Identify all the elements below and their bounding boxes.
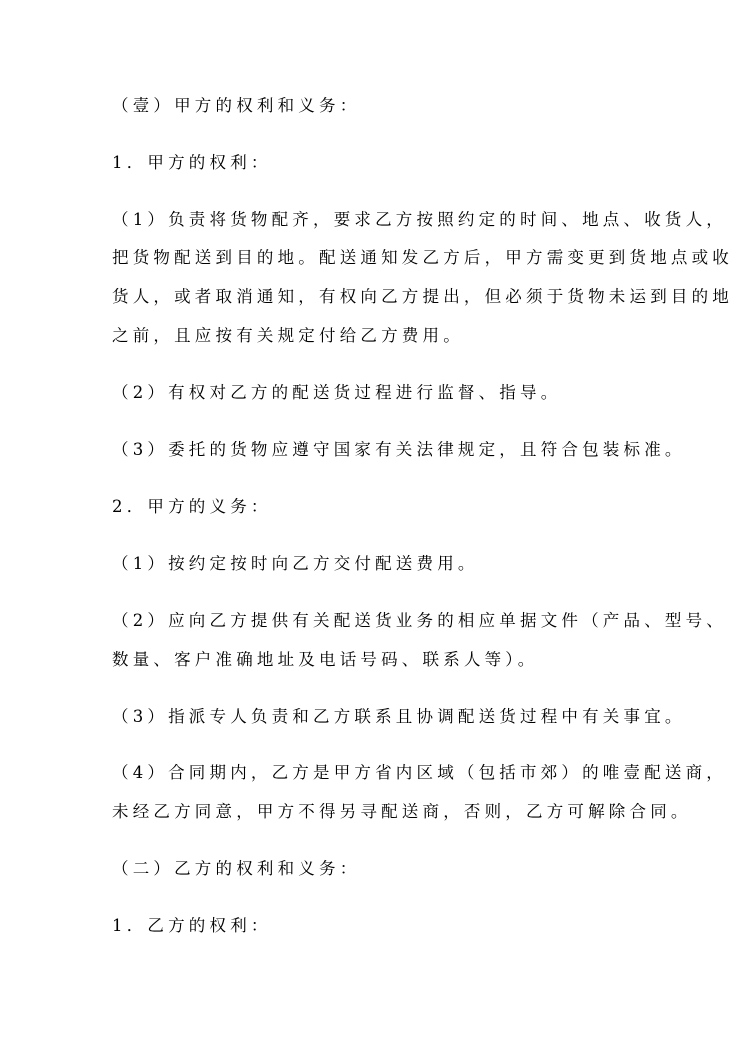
subheading-party-a-obligations: 2．甲方的义务： — [112, 497, 272, 516]
paragraph-obligations-4-line-2: 未经乙方同意，甲方不得另寻配送商，否则，乙方可解除合同。 — [112, 802, 692, 821]
paragraph-rights-1-line-4: 之前，且应按有关规定付给乙方费用。 — [112, 326, 464, 345]
subheading-party-b-rights: 1．乙方的权利： — [112, 916, 272, 935]
paragraph-obligations-4-line-1: （4）合同期内，乙方是甲方省内区域（包括市郊）的唯壹配送商， — [112, 763, 727, 782]
paragraph-rights-3: （3）委托的货物应遵守国家有关法律规定，且符合包装标准。 — [112, 440, 686, 459]
paragraph-obligations-2-line-2: 数量、客户准确地址及电话号码、联系人等）。 — [112, 650, 539, 669]
section-heading-party-a: （壹）甲方的权利和义务： — [112, 96, 361, 115]
paragraph-obligations-3: （3）指派专人负责和乙方联系且协调配送货过程中有关事宜。 — [112, 707, 686, 726]
paragraph-rights-1-line-2: 把货物配送到目的地。配送通知发乙方后，甲方需变更到货地点或收 — [112, 248, 733, 267]
paragraph-rights-1-line-3: 货人，或者取消通知，有权向乙方提出，但必须于货物未运到目的地 — [112, 287, 733, 306]
section-heading-party-b: （二）乙方的权利和义务： — [112, 859, 361, 878]
paragraph-obligations-1: （1）按约定按时向乙方交付配送费用。 — [112, 554, 479, 573]
paragraph-obligations-2-line-1: （2）应向乙方提供有关配送货业务的相应单据文件（产品、型号、 — [112, 611, 727, 630]
subheading-party-a-rights: 1．甲方的权利： — [112, 153, 272, 172]
paragraph-rights-1-line-1: （1）负责将货物配齐，要求乙方按照约定的时间、地点、收货人， — [112, 210, 727, 229]
paragraph-rights-2: （2）有权对乙方的配送货过程进行监督、指导。 — [112, 383, 562, 402]
